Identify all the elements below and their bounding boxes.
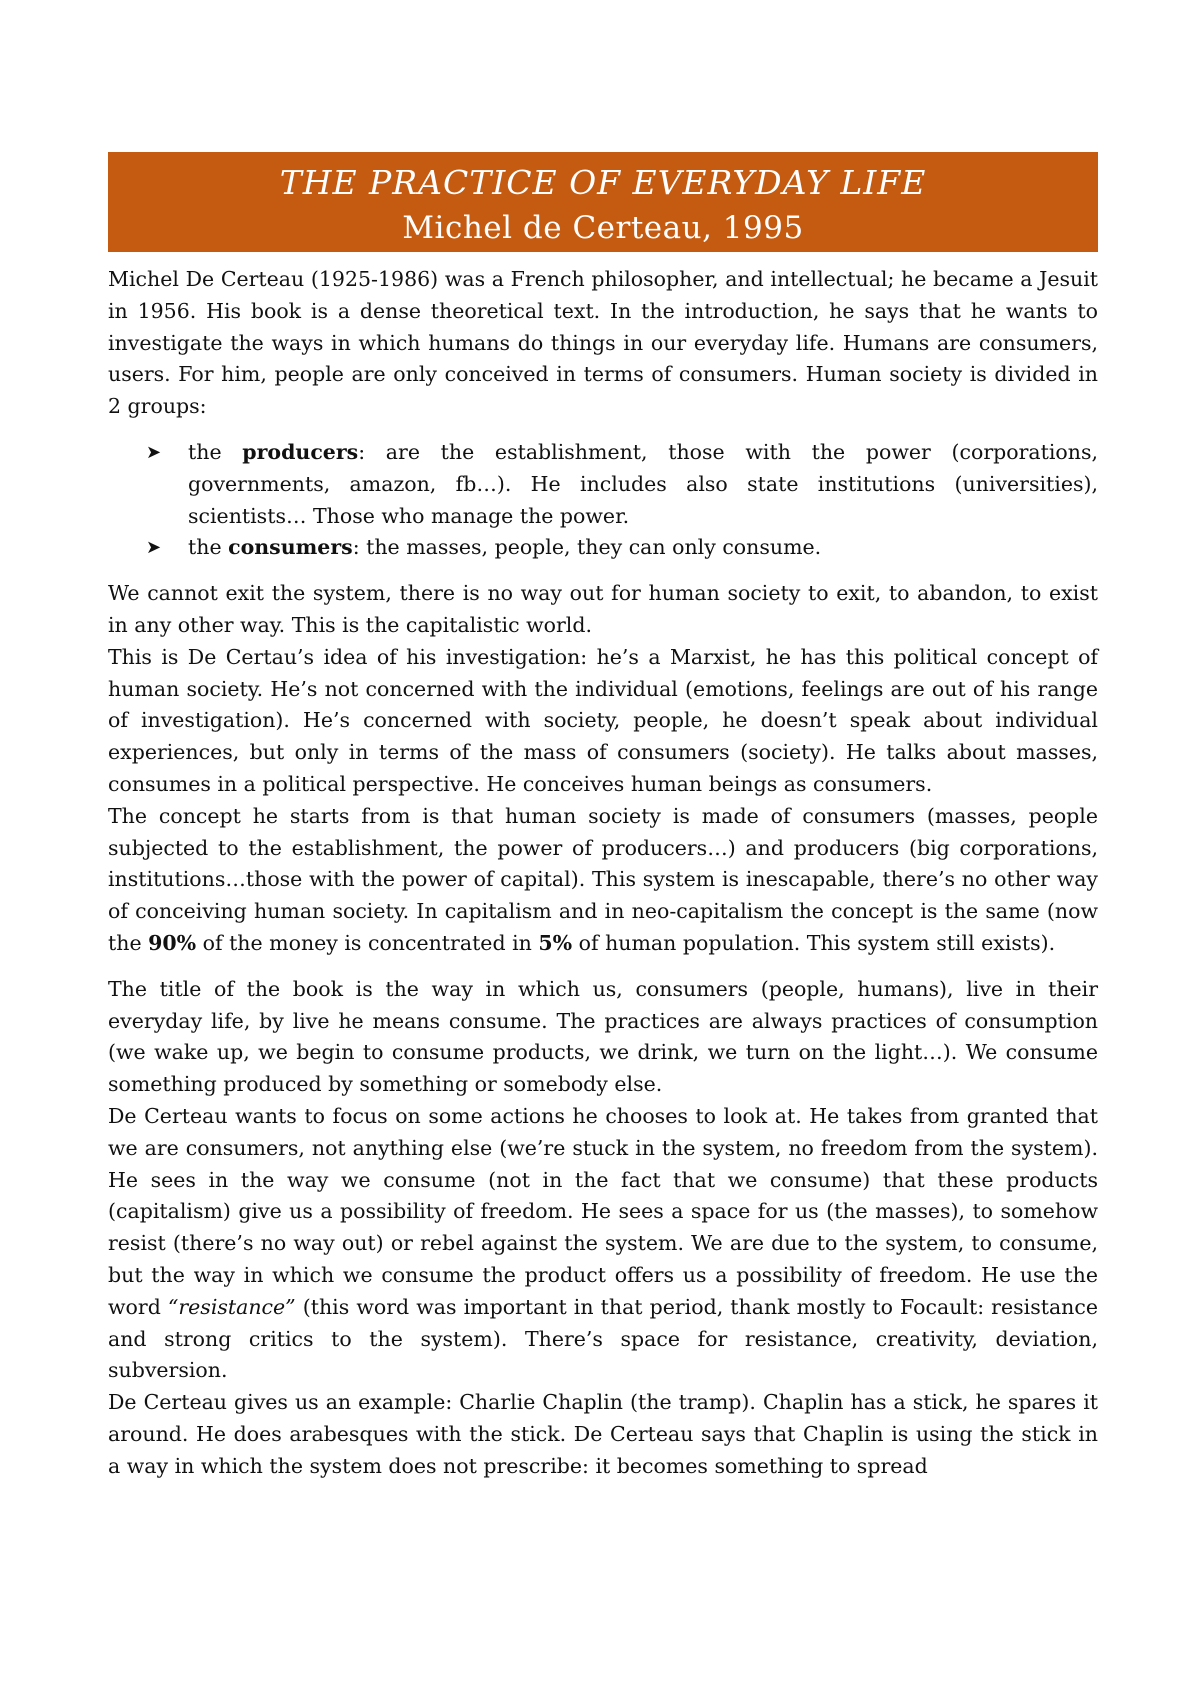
arrowhead-bullet-icon: ➤ <box>146 441 162 463</box>
paragraph-5: De Certeau wants to focus on some actions he chooses to look at. He takes from granted that we are consumers, not anything else (we’re stuck in the system, no freedom from the system). He sees in the way we consume (not in the fact that we consume) that these products (capitalism) give us a possibility of freedom. He sees a space for us (the masses), to somehow resist (there’s no way out) or rebel against the system. We are due to the system, to consume, but the way in which we consume the product offers us a possibility of freedom. He use the word “resistance” (this word was important in that period, thank mostly to Focault: resistance and strong critics to the system). There’s space for resistance, creativity, deviation, subversion. <box>108 1103 1098 1383</box>
arrowhead-bullet-icon: ➤ <box>146 537 162 559</box>
title-banner <box>108 152 1098 252</box>
paragraph-3: The concept he starts from is that human society is made of consumers (masses, people subjected to the establishment, the power of producers…) and producers (big corporations, institutions…those with the power of capital). This system is inescapable, there’s no other way of conceiving human society. In capitalism and in neo-capitalism the concept is the same (now the 90% of the money is concentrated in 5% of human population. This system still exists). <box>108 803 1098 955</box>
paragraph-1: We cannot exit the system, there is no way out for human society to exit, to abandon, to exist in any other way. This is the capitalistic world. <box>108 581 1098 637</box>
document-subtitle: Michel de Certeau, 1995 <box>402 210 804 246</box>
paragraph-2: This is De Certau’s idea of his investigation: he’s a Marxist, he has this political concept of human society. He’s not concerned with the individual (emotions, feelings are out of his range of investigation). He’s concerned with society, people, he doesn’t speak about individual experiences, but only in terms of the mass of consumers (society). He talks about masses, consumes in a political perspective. He conceives human beings as consumers. <box>108 644 1098 796</box>
paragraph-4: The title of the book is the way in which us, consumers (people, humans), live in their everyday life, by live he means consume. The practices are always practices of consumption (we wake up, we begin to consume products, we drink, we turn on the light…). We consume something produced by something or somebody else. <box>108 976 1098 1097</box>
bullet-term: consumers <box>228 535 353 560</box>
bullet-list <box>108 437 1098 564</box>
document-title: THE PRACTICE OF EVERYDAY LIFE <box>279 163 927 202</box>
intro-paragraph: Michel De Certeau (1925-1986) was a French philosopher, and intellectual; he became a Jesuit in 1956. His book is a dense theoretical text. In the introduction, he says that he wants to investigate the ways in which humans do things in our everyday life. Humans are consumers, users. For him, people are only conceived in terms of consumers. Human society is divided in 2 groups: <box>108 267 1098 419</box>
document-page <box>108 152 1098 1482</box>
paragraph-6: De Certeau gives us an example: Charlie Chaplin (the tramp). Chaplin has a stick, he spares it around. He does arabesques with the stick. De Certeau says that Chaplin is using the stick in a way in which the system does not prescribe: it becomes something to spread <box>108 1390 1098 1478</box>
bullet-term: producers <box>242 439 359 464</box>
list-item: ➤ the producers: are the establishment, those with the power (corporations, governments, amazon, fb…). He includes also state institutions (universities), scientists… Those who manage the power. <box>188 437 1098 532</box>
document-body <box>108 264 1098 1482</box>
list-item: ➤ the consumers: the masses, people, they can only consume. <box>188 532 1098 564</box>
